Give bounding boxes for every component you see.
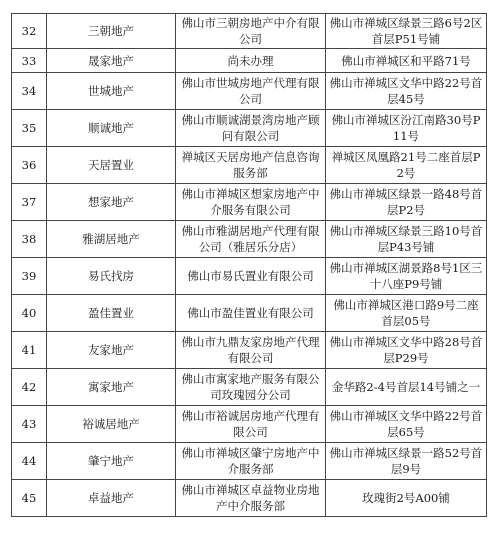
company-name: 佛山市禅城区卓益物业房地产中介服务部 (176, 480, 326, 517)
company-name: 佛山市顺诚湖景湾房地产顾问有限公司 (176, 110, 326, 147)
agency-name: 寓家地产 (47, 369, 176, 406)
address: 佛山市禅城区绿景三路6号2区首层P51号铺 (326, 14, 487, 49)
agency-name: 天居置业 (47, 147, 176, 184)
address: 佛山市禅城区和平路71号 (326, 49, 487, 73)
agency-name: 三朝地产 (47, 14, 176, 49)
agency-table (11, 13, 487, 517)
table-row (12, 258, 487, 295)
address: 佛山市禅城区文华中路28号首层P29号 (326, 332, 487, 369)
company-name: 佛山市寓家地产服务有限公司玫瑰园分公司 (176, 369, 326, 406)
company-name: 佛山市裕诚居房地产代理有限公司 (176, 406, 326, 443)
table-row (12, 147, 487, 184)
row-number: 40 (12, 295, 47, 332)
row-number: 41 (12, 332, 47, 369)
row-number: 32 (12, 14, 47, 49)
company-name: 佛山市九鼎友家房地产代理有限公司 (176, 332, 326, 369)
row-number: 44 (12, 443, 47, 480)
agency-name: 想家地产 (47, 184, 176, 221)
table-row (12, 49, 487, 73)
row-number: 33 (12, 49, 47, 73)
company-name: 尚未办理 (176, 49, 326, 73)
agency-name: 友家地产 (47, 332, 176, 369)
row-number: 35 (12, 110, 47, 147)
table-row (12, 480, 487, 517)
agency-name: 裕诚居地产 (47, 406, 176, 443)
row-number: 43 (12, 406, 47, 443)
table-row (12, 221, 487, 258)
table-row (12, 184, 487, 221)
address: 佛山市禅城区湖景路8号1区三十八座P9号铺 (326, 258, 487, 295)
agency-name: 卓益地产 (47, 480, 176, 517)
table-row (12, 295, 487, 332)
agency-name: 盈佳置业 (47, 295, 176, 332)
address: 禅城区凤凰路21号二座首层P2号 (326, 147, 487, 184)
table-row (12, 110, 487, 147)
row-number: 45 (12, 480, 47, 517)
table-row (12, 443, 487, 480)
row-number: 36 (12, 147, 47, 184)
company-name: 禅城区天居房地产信息咨询服务部 (176, 147, 326, 184)
company-name: 佛山市三朝房地产中介有限公司 (176, 14, 326, 49)
company-name: 佛山市雅湖居地产代理有限公司（雅居乐分店） (176, 221, 326, 258)
address: 佛山市禅城区绿景三路10号首层P43号铺 (326, 221, 487, 258)
agency-name: 肇宁地产 (47, 443, 176, 480)
address: 佛山市禅城区绿景一路52号首层9号 (326, 443, 487, 480)
agency-name: 世城地产 (47, 73, 176, 110)
address: 佛山市禅城区汾江南路30号P11号 (326, 110, 487, 147)
company-name: 佛山市易氏置业有限公司 (176, 258, 326, 295)
table-row (12, 332, 487, 369)
company-name: 佛山市世城房地产代理有限公司 (176, 73, 326, 110)
company-name: 佛山市禅城区想家房地产中介服务有限公司 (176, 184, 326, 221)
agency-name: 晟家地产 (47, 49, 176, 73)
agency-name: 易氏找房 (47, 258, 176, 295)
row-number: 42 (12, 369, 47, 406)
address: 佛山市禅城区文华中路22号首层65号 (326, 406, 487, 443)
address: 佛山市禅城区港口路9号二座首层05号 (326, 295, 487, 332)
company-name: 佛山市盈佳置业有限公司 (176, 295, 326, 332)
table-row (12, 14, 487, 49)
address: 佛山市禅城区绿景一路48号首层P2号 (326, 184, 487, 221)
address: 玫瑰街2号A00铺 (326, 480, 487, 517)
row-number: 34 (12, 73, 47, 110)
table-row (12, 73, 487, 110)
table-row (12, 369, 487, 406)
address: 金华路2-4号首层14号铺之一 (326, 369, 487, 406)
row-number: 38 (12, 221, 47, 258)
address: 佛山市禅城区文华中路22号首层45号 (326, 73, 487, 110)
agency-name: 顺诚地产 (47, 110, 176, 147)
company-name: 佛山市禅城区肇宁房地产中介服务部 (176, 443, 326, 480)
table-row (12, 406, 487, 443)
row-number: 37 (12, 184, 47, 221)
row-number: 39 (12, 258, 47, 295)
agency-name: 雅湖居地产 (47, 221, 176, 258)
